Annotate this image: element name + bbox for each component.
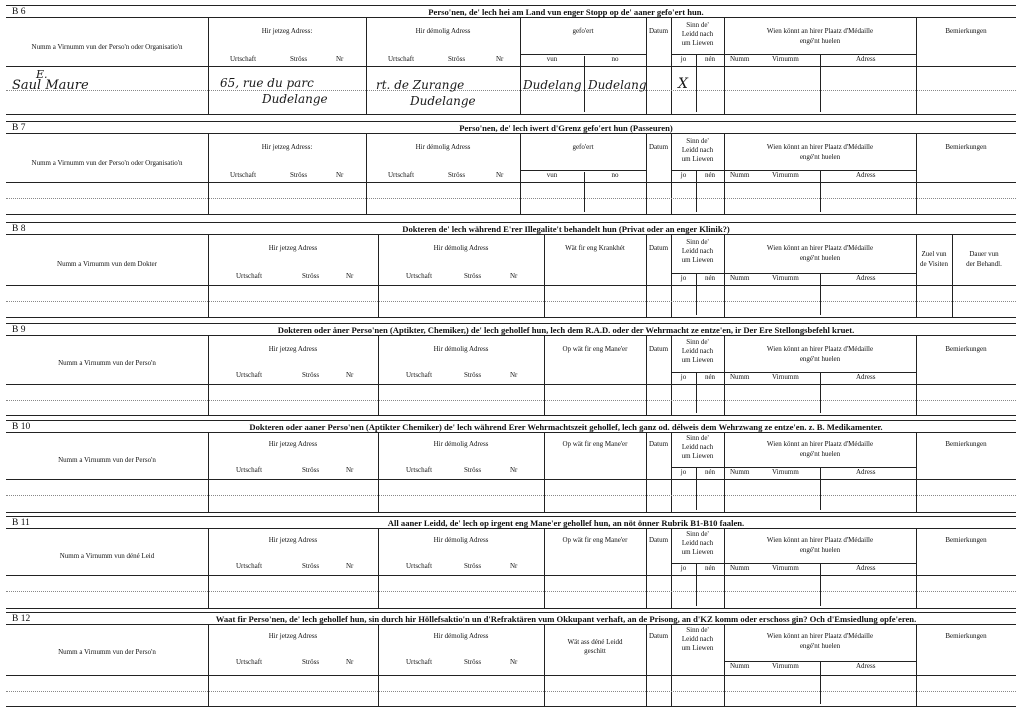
col-alive-3: um Liewen — [681, 155, 714, 163]
col-remarks: Bemierkungen — [945, 27, 987, 35]
col-transported: gefo'ert — [572, 143, 594, 151]
col-street: Ströss — [302, 272, 320, 280]
col-date: Datum — [648, 440, 669, 448]
col-yes: jo — [680, 564, 687, 572]
col-current-address: Hir jetzeg Adress — [268, 536, 318, 544]
col-alive-2: Leidd nach — [681, 539, 714, 547]
col-medal-address: Adress — [856, 55, 876, 63]
col-alive-2: Leidd nach — [681, 146, 714, 154]
handwritten-former-address-1: rt. de Zurange — [376, 78, 465, 92]
col-medal-name: Numm — [730, 373, 750, 381]
section-b8 — [6, 222, 1016, 318]
col-number: Nr — [336, 55, 344, 63]
col-current-address: Hir jetzeg Adress — [268, 440, 318, 448]
col-medal-name: Numm — [730, 171, 750, 179]
col-street: Ströss — [464, 466, 482, 474]
col-no: nén — [704, 274, 716, 282]
col-locality: Urtschaft — [406, 658, 433, 666]
col-medal-2: engé'nt huelen — [799, 153, 841, 161]
col-alive-1: Sinn de' — [686, 137, 709, 145]
col-medal-2: engé'nt huelen — [799, 642, 841, 650]
col-medal-2: engé'nt huelen — [799, 37, 841, 45]
col-number: Nr — [510, 466, 518, 474]
col-manner: Op wät fir eng Mane'er — [562, 440, 628, 448]
col-alive-2: Leidd nach — [681, 635, 714, 643]
section-code: B 10 — [12, 422, 31, 432]
col-alive-2: Leidd nach — [681, 247, 714, 255]
section-grid — [6, 528, 1016, 609]
col-alive-1: Sinn de' — [686, 238, 709, 246]
col-number: Nr — [510, 272, 518, 280]
section-b9 — [6, 323, 1016, 416]
col-current-address: Hir jetzeg Adress: — [261, 27, 313, 35]
section-title: All aaner Leidd, de' lech op irgent eng Mane'er gehollef hun, an nöt önner Rubrik B1-B10 faalen. — [387, 518, 745, 528]
col-medal-name: Numm — [730, 564, 750, 572]
col-street: Ströss — [302, 658, 320, 666]
col-medal-1: Wien könnt an hirer Plaatz d'Médaille — [766, 244, 874, 252]
col-street: Ströss — [448, 171, 466, 179]
col-name: Numm a Virnumm vun der Perso'n oder Organisatio'n — [31, 159, 183, 167]
col-name: Numm a Virnumm vun der Perso'n — [58, 648, 156, 656]
col-alive-2: Leidd nach — [681, 30, 714, 38]
section-grid — [6, 624, 1016, 707]
col-number: Nr — [510, 371, 518, 379]
col-yes: jo — [680, 468, 687, 476]
section-grid — [6, 17, 1016, 115]
col-date: Datum — [648, 345, 669, 353]
col-medal-firstname: Virnumm — [772, 171, 799, 179]
section-grid — [6, 432, 1016, 513]
handwritten-current-address-1: 65, rue du parc — [220, 76, 314, 90]
col-medal-address: Adress — [856, 171, 876, 179]
section-grid — [6, 133, 1016, 215]
col-visits-1: Zuel vun — [921, 250, 947, 258]
col-medal-name: Numm — [730, 274, 750, 282]
col-medal-2: engé'nt huelen — [799, 546, 841, 554]
handwritten-current-address-2: Dudelange — [262, 92, 328, 106]
col-transported: gefo'ert — [572, 27, 594, 35]
col-what-happened-2: geschitt — [584, 647, 606, 655]
col-number: Nr — [346, 658, 354, 666]
col-former-address: Hir démolig Adress — [415, 27, 471, 35]
section-title: Dokteren oder åner Perso'nen (Aptikter, Chemiker,) de' lech gehollef hun, lech dem R.A.D. oder der Wehrmacht ze entze'en, ir Der Ere Stellongsbefehl kruet. — [277, 325, 855, 335]
col-medal-address: Adress — [856, 373, 876, 381]
col-locality: Urtschaft — [230, 55, 257, 63]
col-street: Ströss — [464, 371, 482, 379]
col-duration-2: der Behandl. — [966, 260, 1002, 268]
col-locality: Urtschaft — [236, 658, 263, 666]
section-title: Dokteren de' lech während E'rer Illegalite't behandelt hun (Privat oder an enger Klinik?) — [402, 224, 730, 234]
col-yes: jo — [680, 171, 687, 179]
col-yes: jo — [680, 373, 687, 381]
col-number: Nr — [346, 562, 354, 570]
col-number: Nr — [346, 272, 354, 280]
col-locality: Urtschaft — [236, 272, 263, 280]
handwritten-name: Saul Maure — [12, 78, 89, 93]
col-street: Ströss — [448, 55, 466, 63]
col-alive-1: Sinn de' — [686, 530, 709, 538]
col-current-address: Hir jetzeg Adress — [268, 244, 318, 252]
col-current-address: Hir jetzeg Adress — [268, 345, 318, 353]
col-locality: Urtschaft — [388, 171, 415, 179]
col-number: Nr — [346, 466, 354, 474]
col-alive-1: Sinn de' — [686, 626, 709, 634]
col-medal-2: engé'nt huelen — [799, 254, 841, 262]
col-no: nén — [704, 55, 716, 63]
col-alive-3: um Liewen — [681, 256, 714, 264]
col-medal-firstname: Virnumm — [772, 564, 799, 572]
col-illness: Wät fir eng Krankhét — [565, 244, 625, 252]
section-title: Perso'nen, de' lech hei am Land vun enger Stopp op de' aaner gefo'ert hun. — [428, 7, 704, 17]
col-date: Datum — [648, 244, 669, 252]
col-number: Nr — [336, 171, 344, 179]
col-locality: Urtschaft — [406, 272, 433, 280]
col-medal-address: Adress — [856, 662, 876, 670]
section-title: Perso'nen, de' lech iwert d'Grenz gefo'ert hun (Passeuren) — [459, 123, 673, 133]
section-code: B 8 — [12, 224, 26, 234]
col-remarks: Bemierkungen — [945, 632, 987, 640]
col-date: Datum — [648, 632, 669, 640]
col-street: Ströss — [302, 371, 320, 379]
col-locality: Urtschaft — [406, 371, 433, 379]
col-remarks: Bemierkungen — [945, 440, 987, 448]
col-medal-firstname: Virnumm — [772, 274, 799, 282]
col-street: Ströss — [464, 272, 482, 280]
col-number: Nr — [346, 371, 354, 379]
col-former-address: Hir démolig Adress — [433, 536, 489, 544]
col-alive-1: Sinn de' — [686, 21, 709, 29]
col-alive-3: um Liewen — [681, 39, 714, 47]
col-no: nén — [704, 468, 716, 476]
col-medal-name: Numm — [730, 468, 750, 476]
col-date: Datum — [648, 536, 669, 544]
col-medal-address: Adress — [856, 468, 876, 476]
col-former-address: Hir démolig Adress — [433, 440, 489, 448]
col-from: vun — [546, 171, 558, 179]
col-to: no — [611, 171, 619, 179]
col-number: Nr — [510, 658, 518, 666]
col-medal-name: Numm — [730, 662, 750, 670]
col-yes: jo — [680, 274, 687, 282]
col-number: Nr — [496, 55, 504, 63]
col-locality: Urtschaft — [406, 466, 433, 474]
col-alive-2: Leidd nach — [681, 347, 714, 355]
col-street: Ströss — [302, 562, 320, 570]
col-alive-3: um Liewen — [681, 452, 714, 460]
col-medal-1: Wien könnt an hirer Plaatz d'Médaille — [766, 536, 874, 544]
col-manner: Op wät fir eng Mane'er — [562, 536, 628, 544]
col-remarks: Bemierkungen — [945, 536, 987, 544]
col-no: nén — [704, 171, 716, 179]
col-number: Nr — [510, 562, 518, 570]
col-street: Ströss — [290, 171, 308, 179]
col-duration-1: Dauer vun — [969, 250, 999, 258]
col-current-address: Hir jetzeg Adress — [268, 632, 318, 640]
col-medal-name: Numm — [730, 55, 750, 63]
col-name: Numm a Virnumm vun déné Leid — [59, 552, 155, 560]
section-b12 — [6, 612, 1016, 707]
col-street: Ströss — [290, 55, 308, 63]
section-title: Waat fir Perso'nen, de' lech gehollef hun, sin durch hir Höllefsaktio'n un d'Refraktären vum Okkupant verhaft, an de Prisong, an d'KZ komm oder erschoss gin? Och d'Emsiedlung opfe'eren. — [215, 614, 917, 624]
col-locality: Urtschaft — [230, 171, 257, 179]
col-former-address: Hir démolig Adress — [415, 143, 471, 151]
section-code: B 12 — [12, 614, 31, 624]
col-locality: Urtschaft — [236, 371, 263, 379]
col-alive-3: um Liewen — [681, 644, 714, 652]
col-medal-1: Wien könnt an hirer Plaatz d'Médaille — [766, 632, 874, 640]
handwritten-former-address-2: Dudelange — [410, 94, 476, 108]
col-medal-1: Wien könnt an hirer Plaatz d'Médaille — [766, 27, 874, 35]
col-locality: Urtschaft — [388, 55, 415, 63]
col-no: nén — [704, 564, 716, 572]
handwritten-initial: E. — [36, 68, 48, 81]
section-b6 — [6, 5, 1016, 115]
col-date: Datum — [648, 27, 669, 35]
col-doctor-name: Numm a Virnumm vun dem Dokter — [57, 260, 157, 268]
col-current-address: Hir jetzeg Adress: — [261, 143, 313, 151]
section-b10 — [6, 420, 1016, 513]
handwritten-from: Dudelang — [523, 78, 582, 92]
col-medal-1: Wien könnt an hirer Plaatz d'Médaille — [766, 345, 874, 353]
col-from: vun — [546, 55, 558, 63]
col-visits-2: de Visiten — [919, 260, 949, 268]
col-medal-2: engé'nt huelen — [799, 355, 841, 363]
col-locality: Urtschaft — [236, 562, 263, 570]
col-street: Ströss — [464, 562, 482, 570]
section-b7 — [6, 121, 1016, 215]
col-medal-firstname: Virnumm — [772, 373, 799, 381]
col-number: Nr — [496, 171, 504, 179]
section-code: B 11 — [12, 518, 30, 528]
col-remarks: Bemierkungen — [945, 143, 987, 151]
col-manner: Op wät fir eng Mane'er — [562, 345, 628, 353]
col-former-address: Hir démolig Adress — [433, 244, 489, 252]
col-name: Numm a Virnumm vun der Perso'n — [58, 456, 156, 464]
col-date: Datum — [648, 143, 669, 151]
col-alive-2: Leidd nach — [681, 443, 714, 451]
col-alive-3: um Liewen — [681, 356, 714, 364]
col-name: Numm a Virnumm vun der Perso'n — [58, 359, 156, 367]
section-title: Dokteren oder aaner Perso'nen (Aptikter Chemiker) de' lech während Erer Wehrmachtszeit gehollef, lech ganz od. délweis dem Wehrzwang ze entze'en. z. B. Medikamenter. — [249, 422, 883, 432]
section-grid — [6, 234, 1016, 318]
col-former-address: Hir démolig Adress — [433, 345, 489, 353]
col-what-happened-1: Wät ass déné Leidd — [567, 638, 623, 646]
col-medal-firstname: Virnumm — [772, 468, 799, 476]
section-code: B 6 — [12, 7, 26, 17]
col-medal-address: Adress — [856, 564, 876, 572]
col-no: nén — [704, 373, 716, 381]
col-medal-address: Adress — [856, 274, 876, 282]
col-street: Ströss — [464, 658, 482, 666]
section-grid — [6, 335, 1016, 416]
section-code: B 7 — [12, 123, 26, 133]
col-former-address: Hir démolig Adress — [433, 632, 489, 640]
col-alive-3: um Liewen — [681, 548, 714, 556]
col-locality: Urtschaft — [406, 562, 433, 570]
col-medal-1: Wien könnt an hirer Plaatz d'Médaille — [766, 143, 874, 151]
section-b11 — [6, 516, 1016, 609]
col-alive-1: Sinn de' — [686, 434, 709, 442]
handwritten-to: Dudelang — [588, 78, 647, 92]
handwritten-mark: X — [678, 76, 688, 92]
col-medal-2: engé'nt huelen — [799, 450, 841, 458]
col-medal-1: Wien könnt an hirer Plaatz d'Médaille — [766, 440, 874, 448]
col-medal-firstname: Virnumm — [772, 662, 799, 670]
col-remarks: Bemierkungen — [945, 345, 987, 353]
col-street: Ströss — [302, 466, 320, 474]
col-medal-firstname: Virnumm — [772, 55, 799, 63]
col-yes: jo — [680, 55, 687, 63]
col-alive-1: Sinn de' — [686, 338, 709, 346]
col-name: Numm a Virnumm vun der Perso'n oder Organisatio'n — [31, 43, 183, 51]
col-to: no — [611, 55, 619, 63]
col-locality: Urtschaft — [236, 466, 263, 474]
section-code: B 9 — [12, 325, 26, 335]
